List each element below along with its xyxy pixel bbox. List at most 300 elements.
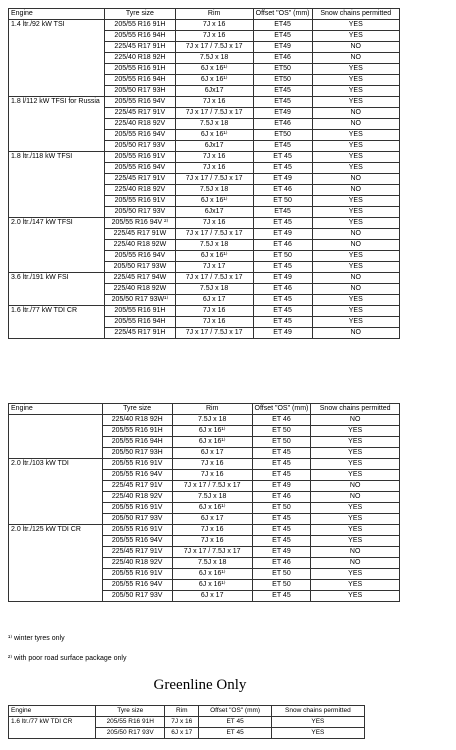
tyre-size-cell: 225/40 R18 92V	[105, 119, 175, 130]
engine-cell	[9, 470, 103, 481]
table-row	[9, 53, 400, 64]
table-row	[9, 42, 400, 53]
engine-cell	[9, 119, 105, 130]
engine-cell	[9, 53, 105, 64]
engine-cell	[9, 569, 103, 580]
snow-chains-cell: YES	[312, 75, 400, 86]
rim-cell: 7J x 16	[175, 20, 253, 31]
snow-chains-cell: YES	[311, 525, 400, 536]
table-row	[9, 229, 400, 240]
header-rim: Rim	[175, 9, 253, 20]
tyre-size-cell: 205/55 R16 91V	[102, 525, 172, 536]
engine-cell	[9, 317, 105, 328]
engine-cell	[9, 196, 105, 207]
table-row	[9, 174, 400, 185]
table-row	[9, 196, 400, 207]
engine-cell	[9, 185, 105, 196]
engine-cell	[9, 728, 96, 739]
table-row	[9, 130, 400, 141]
table-row	[9, 64, 400, 75]
snow-chains-cell: NO	[312, 53, 400, 64]
tyre-size-cell: 225/45 R17 91V	[102, 481, 172, 492]
rim-cell: 6J x 16¹⁾	[175, 75, 253, 86]
table-header-row	[9, 404, 400, 415]
offset-cell: ET46	[253, 119, 312, 130]
snow-chains-cell: NO	[311, 547, 400, 558]
tyre-size-cell: 205/55 R16 91V	[102, 459, 172, 470]
snow-chains-cell: YES	[311, 448, 400, 459]
engine-cell	[9, 580, 103, 591]
tyre-size-cell: 225/45 R17 91V	[102, 547, 172, 558]
rim-cell: 7.5J x 18	[175, 240, 253, 251]
table-row	[9, 569, 400, 580]
offset-cell: ET 45	[253, 262, 312, 273]
offset-cell: ET 45	[199, 717, 271, 728]
engine-cell	[9, 64, 105, 75]
engine-cell: 1.6 ltr./77 kW TDI CR	[9, 717, 96, 728]
offset-cell: ET 46	[252, 415, 311, 426]
offset-cell: ET 49	[253, 273, 312, 284]
rim-cell: 7.5J x 18	[175, 119, 253, 130]
offset-cell: ET 50	[253, 251, 312, 262]
table-row	[9, 251, 400, 262]
snow-chains-cell: YES	[312, 251, 400, 262]
snow-chains-cell: YES	[312, 86, 400, 97]
offset-cell: ET50	[253, 130, 312, 141]
header-tyre-size: Tyre size	[102, 404, 172, 415]
header-snow-chains: Snow chains permitted	[311, 404, 400, 415]
table-row	[9, 728, 365, 739]
offset-cell: ET 50	[252, 569, 311, 580]
offset-cell: ET 45	[253, 306, 312, 317]
greenline-table	[8, 705, 365, 739]
header-snow-chains: Snow chains permitted	[271, 706, 364, 717]
offset-cell: ET45	[253, 20, 312, 31]
rim-cell: 7J x 16	[172, 536, 252, 547]
engine-cell	[9, 514, 103, 525]
offset-cell: ET 45	[253, 163, 312, 174]
tyre-size-cell: 205/55 R16 94H	[105, 75, 175, 86]
tyre-size-cell: 205/55 R16 94V	[105, 163, 175, 174]
engine-cell	[9, 284, 105, 295]
snow-chains-cell: YES	[311, 536, 400, 547]
table-row	[9, 163, 400, 174]
tyre-table-1	[8, 8, 400, 339]
snow-chains-cell: YES	[311, 514, 400, 525]
tyre-size-cell: 205/55 R16 94H	[105, 317, 175, 328]
rim-cell: 7.5J x 18	[175, 185, 253, 196]
table-row	[9, 492, 400, 503]
table-row	[9, 284, 400, 295]
engine-cell	[9, 31, 105, 42]
rim-cell: 7J x 16	[175, 306, 253, 317]
snow-chains-cell: YES	[312, 218, 400, 229]
snow-chains-cell: YES	[312, 141, 400, 152]
snow-chains-cell: YES	[311, 437, 400, 448]
snow-chains-cell: NO	[312, 273, 400, 284]
rim-cell: 7J x 17 / 7.5J x 17	[175, 328, 253, 339]
tyre-size-cell: 225/45 R17 91H	[105, 42, 175, 53]
offset-cell: ET 49	[253, 229, 312, 240]
table-row	[9, 580, 400, 591]
table-row	[9, 20, 400, 31]
table-row	[9, 141, 400, 152]
rim-cell: 7J x 16	[175, 218, 253, 229]
snow-chains-cell: NO	[311, 415, 400, 426]
tyre-size-cell: 225/45 R17 91V	[105, 174, 175, 185]
engine-cell: 2.0 ltr./103 kW TDI	[9, 459, 103, 470]
tyre-size-cell: 205/55 R16 94V	[105, 130, 175, 141]
tyre-size-cell: 225/40 R18 92W	[105, 284, 175, 295]
tyre-size-cell: 225/40 R18 92V	[105, 185, 175, 196]
snow-chains-cell: YES	[311, 426, 400, 437]
offset-cell: ET 50	[252, 437, 311, 448]
offset-cell: ET45	[253, 86, 312, 97]
table-row	[9, 470, 400, 481]
engine-cell	[9, 75, 105, 86]
table-row	[9, 240, 400, 251]
tyre-size-cell: 205/50 R17 93V	[105, 207, 175, 218]
snow-chains-cell: NO	[312, 284, 400, 295]
engine-cell: 1.8 l/112 kW TFSI for Russia	[9, 97, 105, 108]
snow-chains-cell: NO	[312, 119, 400, 130]
snow-chains-cell: YES	[312, 262, 400, 273]
snow-chains-cell: NO	[312, 42, 400, 53]
rim-cell: 7J x 16	[172, 459, 252, 470]
table-row	[9, 426, 400, 437]
footnote-poor-road: ²⁾ with poor road surface package only	[8, 655, 127, 662]
table-row	[9, 273, 400, 284]
snow-chains-cell: YES	[312, 207, 400, 218]
table-row	[9, 262, 400, 273]
offset-cell: ET 45	[252, 470, 311, 481]
snow-chains-cell: NO	[312, 240, 400, 251]
table-row	[9, 306, 400, 317]
tyre-size-cell: 205/50 R17 93V	[96, 728, 165, 739]
offset-cell: ET45	[253, 207, 312, 218]
offset-cell: ET 45	[252, 514, 311, 525]
table-row	[9, 448, 400, 459]
rim-cell: 7J x 17 / 7.5J x 17	[175, 108, 253, 119]
snow-chains-cell: NO	[311, 558, 400, 569]
offset-cell: ET 45	[253, 218, 312, 229]
engine-cell	[9, 174, 105, 185]
tyre-size-cell: 225/45 R17 91W	[105, 229, 175, 240]
engine-cell	[9, 547, 103, 558]
offset-cell: ET 49	[253, 328, 312, 339]
table-row	[9, 75, 400, 86]
tyre-size-cell: 205/55 R16 91H	[96, 717, 165, 728]
header-engine: Engine	[9, 706, 96, 717]
offset-cell: ET 45	[252, 525, 311, 536]
rim-cell: 6J x 16¹⁾	[175, 251, 253, 262]
rim-cell: 7J x 16	[175, 97, 253, 108]
engine-cell	[9, 163, 105, 174]
table-row	[9, 317, 400, 328]
rim-cell: 6J x 17	[172, 448, 252, 459]
tyre-size-cell: 205/50 R17 93W	[105, 262, 175, 273]
engine-cell	[9, 207, 105, 218]
snow-chains-cell: YES	[271, 717, 364, 728]
header-offset: Offset "OS" (mm)	[252, 404, 311, 415]
rim-cell: 7J x 16	[175, 31, 253, 42]
tyre-table-2	[8, 403, 400, 602]
tyre-size-cell: 205/55 R16 91V	[105, 196, 175, 207]
rim-cell: 6J x 16¹⁾	[172, 437, 252, 448]
engine-cell	[9, 536, 103, 547]
engine-cell	[9, 262, 105, 273]
offset-cell: ET 49	[252, 481, 311, 492]
offset-cell: ET 50	[252, 580, 311, 591]
engine-cell	[9, 42, 105, 53]
tyre-size-cell: 205/50 R17 93V	[105, 141, 175, 152]
offset-cell: ET 45	[199, 728, 271, 739]
offset-cell: ET45	[253, 141, 312, 152]
header-snow-chains: Snow chains permitted	[312, 9, 400, 20]
table-header-row	[9, 9, 400, 20]
offset-cell: ET 46	[252, 492, 311, 503]
engine-cell	[9, 492, 103, 503]
offset-cell: ET50	[253, 64, 312, 75]
engine-cell	[9, 130, 105, 141]
header-rim: Rim	[172, 404, 252, 415]
rim-cell: 7J x 17 / 7.5J x 17	[172, 481, 252, 492]
engine-cell	[9, 328, 105, 339]
snow-chains-cell: YES	[312, 97, 400, 108]
rim-cell: 6J x 16¹⁾	[172, 569, 252, 580]
snow-chains-cell: NO	[311, 481, 400, 492]
table-row	[9, 218, 400, 229]
rim-cell: 7J x 16	[172, 525, 252, 536]
engine-cell	[9, 240, 105, 251]
tyre-size-cell: 205/55 R16 94V	[105, 97, 175, 108]
greenline-title: Greenline Only	[153, 677, 247, 693]
snow-chains-cell: YES	[312, 31, 400, 42]
tyre-size-cell: 225/45 R17 91V	[105, 108, 175, 119]
table-row	[9, 591, 400, 602]
snow-chains-cell: YES	[311, 503, 400, 514]
offset-cell: ET 49	[252, 547, 311, 558]
tyre-size-cell: 205/55 R16 91H	[102, 426, 172, 437]
table-row	[9, 536, 400, 547]
rim-cell: 7J x 16	[175, 317, 253, 328]
table-header-row	[9, 706, 365, 717]
offset-cell: ET 45	[252, 591, 311, 602]
footnote-winter-tyres: ¹⁾ winter tyres only	[8, 635, 65, 642]
tyre-size-cell: 205/50 R17 93V	[102, 591, 172, 602]
rim-cell: 7.5J x 18	[172, 492, 252, 503]
tyre-size-cell: 225/45 R17 91H	[105, 328, 175, 339]
table-row	[9, 207, 400, 218]
rim-cell: 6J x 16¹⁾	[172, 580, 252, 591]
engine-cell	[9, 415, 103, 426]
tyre-size-cell: 225/40 R18 92H	[102, 415, 172, 426]
header-engine: Engine	[9, 9, 105, 20]
engine-cell: 1.8 ltr./118 kW TFSI	[9, 152, 105, 163]
table-row	[9, 415, 400, 426]
tyre-size-cell: 205/50 R17 93H	[102, 448, 172, 459]
engine-cell	[9, 295, 105, 306]
snow-chains-cell: NO	[312, 229, 400, 240]
offset-cell: ET49	[253, 108, 312, 119]
table-row	[9, 185, 400, 196]
snow-chains-cell: YES	[311, 569, 400, 580]
tyre-size-cell: 225/40 R18 92W	[105, 240, 175, 251]
rim-cell: 6J x 17	[172, 514, 252, 525]
engine-cell: 2.0 ltr./125 kW TDI CR	[9, 525, 103, 536]
rim-cell: 7J x 17 / 7.5J x 17	[175, 42, 253, 53]
offset-cell: ET 45	[252, 459, 311, 470]
table-row	[9, 119, 400, 130]
tyre-size-cell: 205/50 R17 93V	[102, 514, 172, 525]
snow-chains-cell: YES	[312, 317, 400, 328]
table-row	[9, 152, 400, 163]
offset-cell: ET 46	[252, 558, 311, 569]
table-row	[9, 717, 365, 728]
rim-cell: 7.5J x 18	[175, 284, 253, 295]
snow-chains-cell: YES	[311, 459, 400, 470]
table-row	[9, 459, 400, 470]
table-row	[9, 481, 400, 492]
rim-cell: 6J x 16¹⁾	[175, 196, 253, 207]
rim-cell: 7J x 16	[175, 152, 253, 163]
offset-cell: ET49	[253, 42, 312, 53]
table-row	[9, 328, 400, 339]
snow-chains-cell: YES	[311, 591, 400, 602]
snow-chains-cell: YES	[311, 580, 400, 591]
engine-cell	[9, 108, 105, 119]
header-rim: Rim	[165, 706, 199, 717]
rim-cell: 7J x 16	[175, 163, 253, 174]
snow-chains-cell: YES	[312, 64, 400, 75]
table-row	[9, 547, 400, 558]
table-row	[9, 514, 400, 525]
rim-cell: 6Jx17	[175, 207, 253, 218]
tyre-size-cell: 205/55 R16 91H	[105, 64, 175, 75]
rim-cell: 6J x 16¹⁾	[172, 503, 252, 514]
snow-chains-cell: NO	[312, 174, 400, 185]
offset-cell: ET 45	[253, 152, 312, 163]
tyre-size-cell: 205/55 R16 94V	[102, 580, 172, 591]
offset-cell: ET46	[253, 53, 312, 64]
snow-chains-cell: YES	[271, 728, 364, 739]
offset-cell: ET 50	[253, 196, 312, 207]
snow-chains-cell: YES	[312, 130, 400, 141]
snow-chains-cell: NO	[312, 108, 400, 119]
rim-cell: 7J x 16	[172, 470, 252, 481]
header-offset: Offset "OS" (mm)	[253, 9, 312, 20]
rim-cell: 6J x 16¹⁾	[175, 64, 253, 75]
offset-cell: ET 45	[253, 295, 312, 306]
rim-cell: 7.5J x 18	[175, 53, 253, 64]
rim-cell: 7J x 17	[175, 262, 253, 273]
engine-cell	[9, 426, 103, 437]
offset-cell: ET 46	[253, 284, 312, 295]
offset-cell: ET 45	[252, 536, 311, 547]
tyre-size-cell: 205/50 R17 93H	[105, 86, 175, 97]
tyre-size-cell: 205/55 R16 94V	[102, 536, 172, 547]
engine-cell: 1.6 ltr./77 kW TDI CR	[9, 306, 105, 317]
engine-cell: 2.0 ltr./147 kW TFSI	[9, 218, 105, 229]
tyre-size-cell: 205/55 R16 94H	[105, 31, 175, 42]
tyre-size-cell: 205/50 R17 93W¹⁾	[105, 295, 175, 306]
table-row	[9, 31, 400, 42]
tyre-size-cell: 205/55 R16 91V	[105, 152, 175, 163]
rim-cell: 6J x 17	[172, 591, 252, 602]
table-row	[9, 437, 400, 448]
snow-chains-cell: YES	[312, 152, 400, 163]
header-tyre-size: Tyre size	[96, 706, 165, 717]
table-row	[9, 295, 400, 306]
offset-cell: ET 50	[252, 503, 311, 514]
engine-cell	[9, 481, 103, 492]
engine-cell	[9, 229, 105, 240]
tyre-size-cell: 205/55 R16 91V	[102, 503, 172, 514]
table-row	[9, 108, 400, 119]
offset-cell: ET45	[253, 97, 312, 108]
header-engine: Engine	[9, 404, 103, 415]
tyre-size-cell: 205/55 R16 91H	[105, 306, 175, 317]
snow-chains-cell: YES	[312, 20, 400, 31]
rim-cell: 7J x 17 / 7.5J x 17	[172, 547, 252, 558]
rim-cell: 7.5J x 18	[172, 415, 252, 426]
header-offset: Offset "OS" (mm)	[199, 706, 271, 717]
engine-cell	[9, 437, 103, 448]
tyre-size-cell: 225/40 R18 92H	[105, 53, 175, 64]
engine-cell: 1.4 ltr./92 kW TSI	[9, 20, 105, 31]
rim-cell: 6J x 16¹⁾	[175, 130, 253, 141]
engine-cell	[9, 448, 103, 459]
offset-cell: ET 50	[252, 426, 311, 437]
rim-cell: 7J x 17 / 7.5J x 17	[175, 273, 253, 284]
engine-cell	[9, 503, 103, 514]
offset-cell: ET 45	[252, 448, 311, 459]
offset-cell: ET50	[253, 75, 312, 86]
rim-cell: 7J x 17 / 7.5J x 17	[175, 229, 253, 240]
tyre-size-cell: 205/55 R16 94V ²⁾	[105, 218, 175, 229]
rim-cell: 6Jx17	[175, 86, 253, 97]
tyre-size-cell: 225/40 R18 92V	[102, 492, 172, 503]
offset-cell: ET 45	[253, 317, 312, 328]
tyre-size-cell: 205/55 R16 94H	[102, 437, 172, 448]
tyre-size-cell: 225/40 R18 92V	[102, 558, 172, 569]
engine-cell	[9, 141, 105, 152]
offset-cell: ET45	[253, 31, 312, 42]
tyre-size-cell: 225/45 R17 94W	[105, 273, 175, 284]
snow-chains-cell: YES	[312, 196, 400, 207]
tyre-size-cell: 205/55 R16 94V	[105, 251, 175, 262]
snow-chains-cell: YES	[312, 295, 400, 306]
tyre-size-cell: 205/55 R16 91V	[102, 569, 172, 580]
snow-chains-cell: YES	[312, 163, 400, 174]
rim-cell: 6Jx17	[175, 141, 253, 152]
engine-cell	[9, 86, 105, 97]
table-row	[9, 97, 400, 108]
table-row	[9, 503, 400, 514]
tyre-size-cell: 205/55 R16 94V	[102, 470, 172, 481]
rim-cell: 7J x 17 / 7.5J x 17	[175, 174, 253, 185]
engine-cell	[9, 558, 103, 569]
snow-chains-cell: NO	[312, 185, 400, 196]
rim-cell: 6J x 16¹⁾	[172, 426, 252, 437]
snow-chains-cell: YES	[312, 306, 400, 317]
offset-cell: ET 46	[253, 185, 312, 196]
rim-cell: 6J x 17	[175, 295, 253, 306]
table-row	[9, 558, 400, 569]
rim-cell: 7J x 16	[165, 717, 199, 728]
engine-cell: 3.6 ltr./191 kW FSI	[9, 273, 105, 284]
snow-chains-cell: NO	[311, 492, 400, 503]
